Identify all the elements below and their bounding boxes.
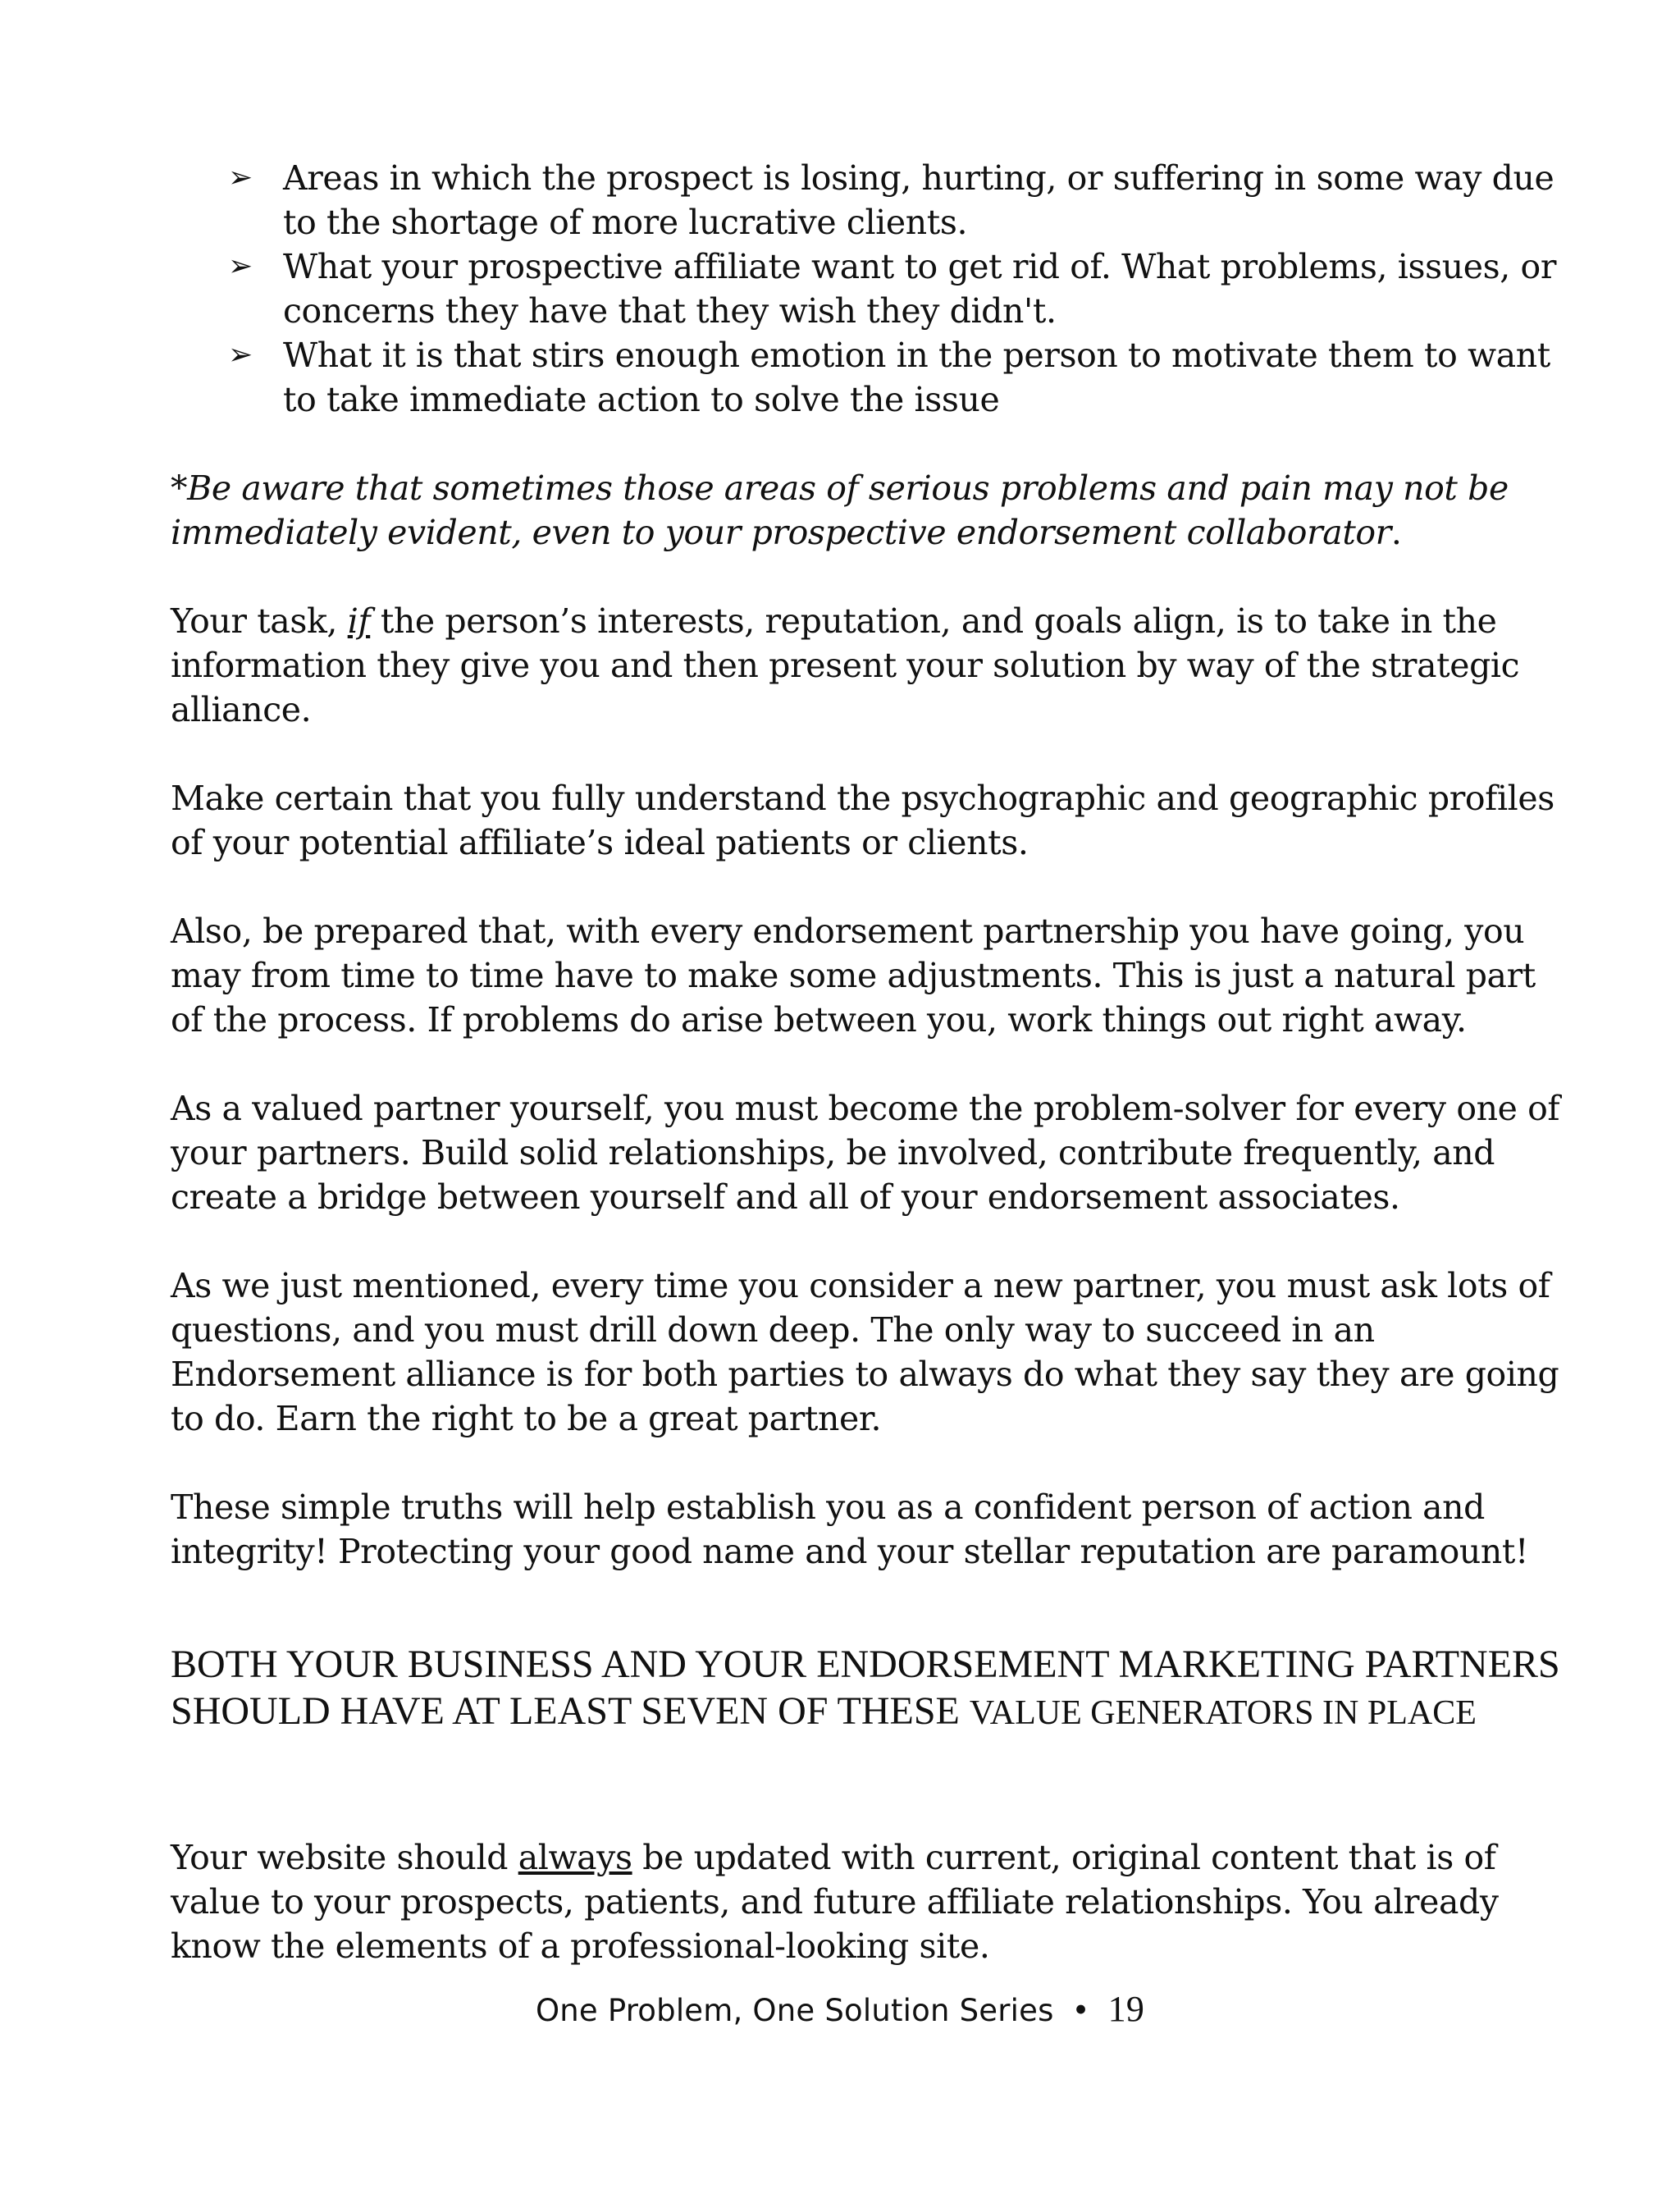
- page-number: 19: [1107, 1989, 1145, 2029]
- bullet-text: What your prospective affiliate want to get rid of. What problems, issues, or concerns they have that they wish they didn't.: [283, 247, 1557, 331]
- section-heading: [171, 1641, 1565, 1737]
- task-paragraph: [171, 599, 1565, 732]
- page-footer: [0, 1989, 1680, 2031]
- list-item: [171, 244, 1565, 333]
- arrow-bullet-icon: ➢: [228, 161, 253, 194]
- profiles-paragraph: Make certain that you fully understand the psychographic and geographic profiles of your potential affiliate’s ideal patients or clients.: [171, 779, 1554, 862]
- footer-separator: •: [1071, 1993, 1090, 2028]
- adjustments-paragraph: Also, be prepared that, with every endorsement partnership you have going, you may from time to time have to make some adjustments. This is just a natural part of the process. If problems do arise between you, work things out right away.: [171, 912, 1536, 1040]
- website-emphasis: always: [518, 1838, 632, 1877]
- list-item: [171, 156, 1565, 244]
- mentioned-paragraph: As we just mentioned, every time you consider a new partner, you must ask lots of questions, and you must drill down deep. The only way to succeed in an Endorsement alliance is for both parties to always do what they say they are going to do. Earn the right to be a great partner.: [171, 1266, 1559, 1438]
- note-period: .: [1390, 513, 1402, 552]
- footer-series-title: One Problem, One Solution Series: [535, 1993, 1054, 2028]
- arrow-bullet-icon: ➢: [228, 338, 253, 372]
- heading-main: BOTH YOUR BUSINESS AND YOUR ENDORSEMENT MARKETING PARTNERS SHOULD HAVE AT LEAST SEVEN OF THESE: [171, 1643, 1560, 1733]
- website-paragraph: [171, 1835, 1565, 1968]
- note-paragraph: [171, 466, 1565, 555]
- bullet-text: Areas in which the prospect is losing, hurting, or suffering in some way due to the shortage of more lucrative clients.: [283, 158, 1554, 242]
- task-text-before: Your task,: [171, 601, 348, 641]
- website-text-before: Your website should: [171, 1838, 518, 1877]
- note-text: *Be aware that sometimes those areas of serious problems and pain may not be immediately evident, even to your prospective endorsement collaborator: [171, 468, 1509, 552]
- task-emphasis: if: [347, 601, 371, 641]
- arrow-bullet-icon: ➢: [228, 249, 253, 283]
- task-text-after: the person’s interests, reputation, and goals align, is to take in the information they give you and then present your solution by way of the strategic alliance.: [171, 601, 1520, 729]
- truths-paragraph: These simple truths will help establish you as a confident person of action and integrity! Protecting your good name and your stellar reputation are paramount!: [171, 1488, 1529, 1571]
- page-body: [171, 156, 1565, 1968]
- heading-small: VALUE GENERATORS IN PLACE: [969, 1694, 1477, 1732]
- bullet-text: What it is that stirs enough emotion in the person to motivate them to want to take immediate action to solve the issue: [283, 336, 1550, 419]
- list-item: [171, 333, 1565, 422]
- partner-paragraph: As a valued partner yourself, you must become the problem-solver for every one of your partners. Build solid relationships, be involved, contribute frequently, and create a bridge between yourself and all of your endorsement associates.: [171, 1089, 1560, 1217]
- bullet-list: [171, 156, 1565, 422]
- website-text-after: be updated with current, original content that is of value to your prospects, patients, and future affiliate relationships. You already know the elements of a professional-looking site.: [171, 1838, 1499, 1966]
